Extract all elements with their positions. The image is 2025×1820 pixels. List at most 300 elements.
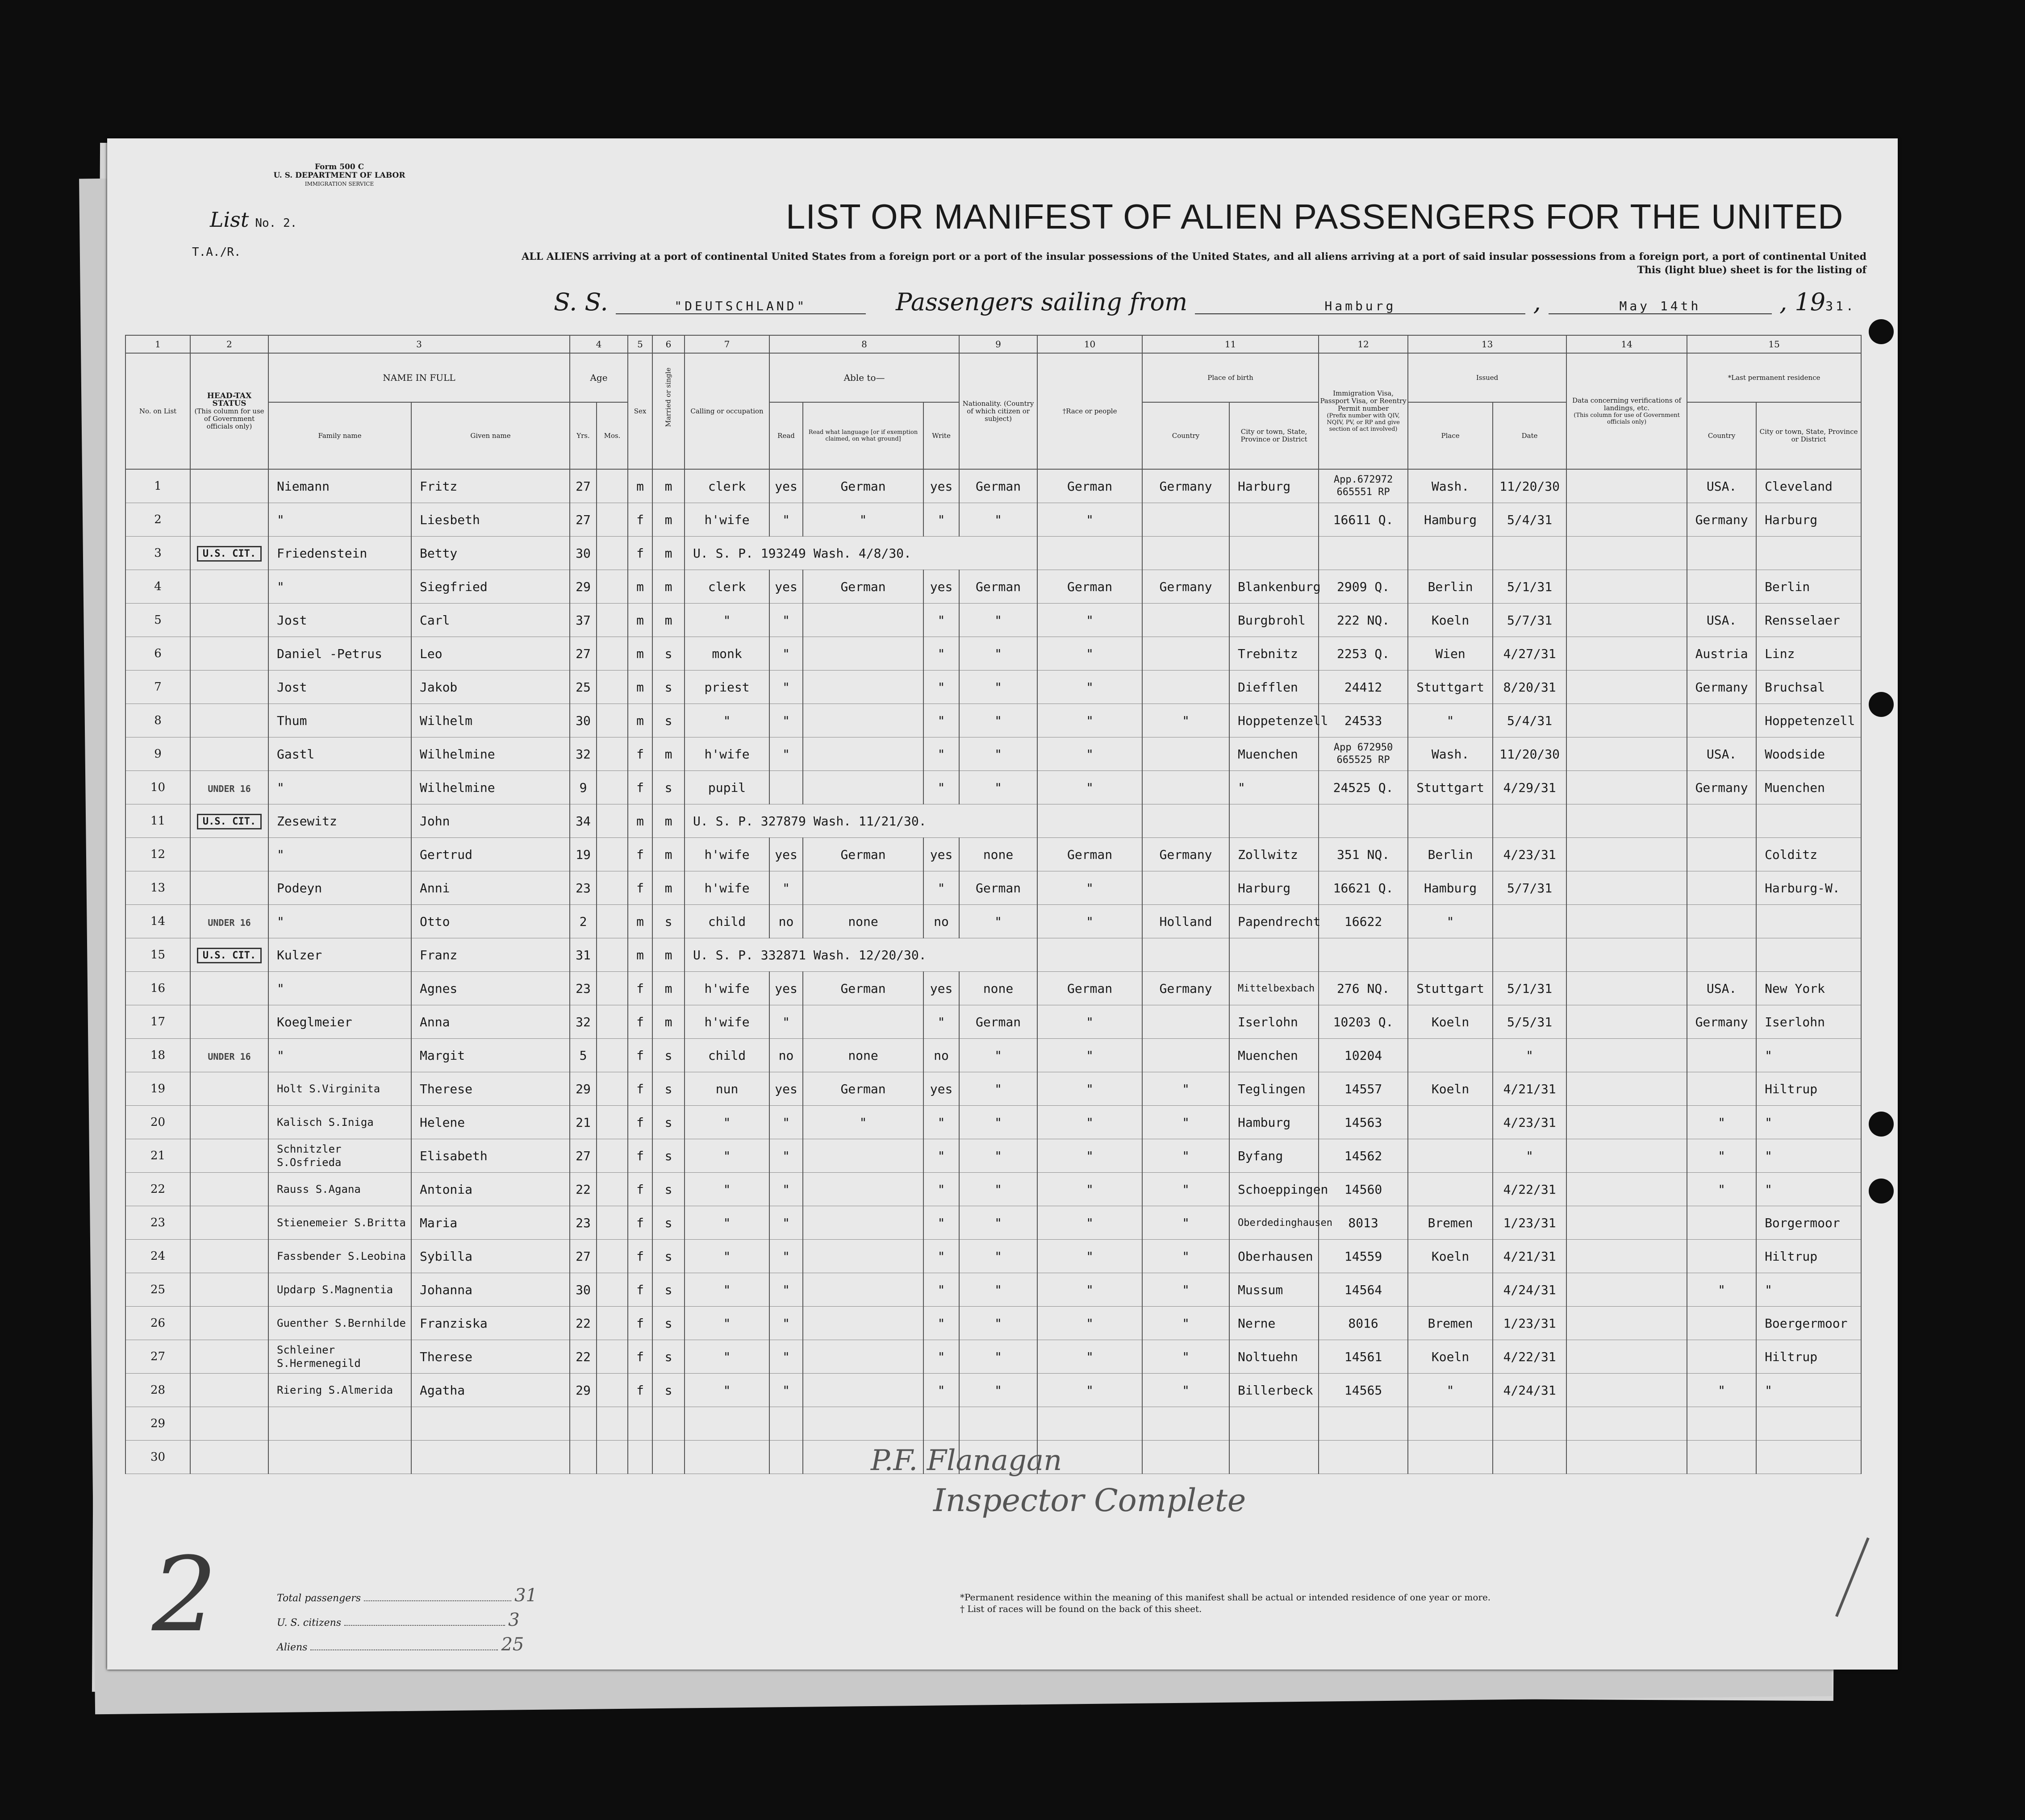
age-years: 25 <box>570 671 597 704</box>
can-write: " <box>923 503 959 537</box>
birth-country: " <box>1142 1106 1229 1139</box>
landing-data <box>1566 503 1687 537</box>
nationality: German <box>959 1005 1037 1039</box>
family-name: " <box>268 838 411 871</box>
table-row <box>125 1072 1861 1106</box>
marital-status: s <box>652 1039 685 1072</box>
age-months <box>597 1072 628 1106</box>
family-name: Jost <box>268 604 411 637</box>
residence-city: " <box>1756 1273 1861 1307</box>
residence-country <box>1687 871 1756 905</box>
table-row <box>125 1005 1861 1039</box>
sex: m <box>628 570 652 604</box>
birth-city: Burgbrohl <box>1229 604 1319 637</box>
birth-country: Germany <box>1142 838 1229 871</box>
row-number: 21 <box>125 1139 190 1173</box>
header-family-name: Family name <box>268 402 411 469</box>
table-row <box>125 972 1861 1005</box>
head-tax-status <box>190 1407 268 1441</box>
marital-status: s <box>652 671 685 704</box>
residence-country <box>1687 1240 1756 1273</box>
read-language: " <box>803 1106 923 1139</box>
header-read: Read <box>769 402 803 469</box>
marital-status: m <box>652 1005 685 1039</box>
issued-date: 4/29/31 <box>1493 771 1566 804</box>
birth-city <box>1229 537 1319 570</box>
table-row <box>125 503 1861 537</box>
residence-city: Iserlohn <box>1756 1005 1861 1039</box>
head-tax-status <box>190 804 268 838</box>
head-tax-stamp: UNDER 16 <box>208 1051 251 1062</box>
race: " <box>1037 871 1142 905</box>
can-write: " <box>923 1307 959 1340</box>
given-name: Liesbeth <box>411 503 570 537</box>
marital-status <box>652 1441 685 1474</box>
can-read <box>769 1441 803 1474</box>
read-language <box>803 1240 923 1273</box>
birth-country <box>1142 537 1229 570</box>
nationality: " <box>959 671 1037 704</box>
nationality <box>959 1407 1037 1441</box>
residence-city: Muenchen <box>1756 771 1861 804</box>
issued-date: 5/4/31 <box>1493 503 1566 537</box>
age-months <box>597 972 628 1005</box>
issued-place: Wash. <box>1408 469 1493 503</box>
issued-date <box>1493 905 1566 938</box>
nationality: German <box>959 469 1037 503</box>
visa-number: 16611 Q. <box>1319 503 1408 537</box>
residence-country <box>1687 804 1756 838</box>
age-months <box>597 838 628 871</box>
family-name: " <box>268 503 411 537</box>
visa-number: 222 NQ. <box>1319 604 1408 637</box>
residence-country: " <box>1687 1374 1756 1407</box>
age-months <box>597 1340 628 1374</box>
family-name: Gastl <box>268 737 411 771</box>
issued-place: Hamburg <box>1408 503 1493 537</box>
visa-number <box>1319 938 1408 972</box>
birth-country: Germany <box>1142 972 1229 1005</box>
residence-city: Hiltrup <box>1756 1240 1861 1273</box>
col-num: 15 <box>1687 335 1861 353</box>
sex: m <box>628 804 652 838</box>
marital-status: m <box>652 570 685 604</box>
issued-place: Koeln <box>1408 1005 1493 1039</box>
age-years: 29 <box>570 570 597 604</box>
can-read: " <box>769 1206 803 1240</box>
residence-city: Hoppetenzell <box>1756 704 1861 737</box>
birth-city: Schoeppingen <box>1229 1173 1319 1206</box>
sex: m <box>628 704 652 737</box>
age-years <box>570 1441 597 1474</box>
inspector-note: Inspector Complete <box>933 1482 1246 1519</box>
header-no-on-list: No. on List <box>125 353 190 469</box>
ship-line: S. S. "DEUTSCHLAND" Passengers sailing from Hamburg , May 14th , 1931. <box>554 288 1856 316</box>
occupation: U. S. P. 332871 Wash. 12/20/30. <box>685 938 1037 972</box>
header-landings <box>1566 353 1687 469</box>
issued-date: 5/7/31 <box>1493 604 1566 637</box>
row-number: 28 <box>125 1374 190 1407</box>
col-num: 13 <box>1408 335 1566 353</box>
read-language: none <box>803 1039 923 1072</box>
race: " <box>1037 637 1142 671</box>
table-row <box>125 1206 1861 1240</box>
header-read-language: Read what language [or if exemption claimed, on what ground] <box>803 402 923 469</box>
marital-status: s <box>652 1307 685 1340</box>
head-tax-status <box>190 637 268 671</box>
can-write: " <box>923 1340 959 1374</box>
marital-status <box>652 1407 685 1441</box>
issued-date <box>1493 804 1566 838</box>
race: " <box>1037 604 1142 637</box>
form-identifier <box>259 163 420 188</box>
landing-data <box>1566 1441 1687 1474</box>
residence-country <box>1687 1407 1756 1441</box>
residence-city: Harburg <box>1756 503 1861 537</box>
landing-data <box>1566 704 1687 737</box>
issued-date <box>1493 938 1566 972</box>
race: " <box>1037 771 1142 804</box>
residence-country: USA. <box>1687 737 1756 771</box>
age-months <box>597 938 628 972</box>
issued-date: 5/1/31 <box>1493 972 1566 1005</box>
age-years: 27 <box>570 637 597 671</box>
row-number: 8 <box>125 704 190 737</box>
table-row <box>125 570 1861 604</box>
issued-place: Wash. <box>1408 737 1493 771</box>
occupation: h'wife <box>685 972 769 1005</box>
age-months <box>597 469 628 503</box>
read-language <box>803 771 923 804</box>
residence-city <box>1756 938 1861 972</box>
head-tax-status <box>190 537 268 570</box>
row-number: 6 <box>125 637 190 671</box>
passenger-rows <box>125 469 1861 1474</box>
age-months <box>597 570 628 604</box>
visa-number: 14560 <box>1319 1173 1408 1206</box>
residence-country: " <box>1687 1273 1756 1307</box>
can-write: yes <box>923 972 959 1005</box>
age-months <box>597 1374 628 1407</box>
occupation: " <box>685 1240 769 1273</box>
nationality: " <box>959 1206 1037 1240</box>
marital-status: m <box>652 737 685 771</box>
marital-status: s <box>652 1340 685 1374</box>
punch-hole <box>1869 1112 1894 1137</box>
visa-number: 24533 <box>1319 704 1408 737</box>
given-name <box>411 1407 570 1441</box>
read-language <box>803 604 923 637</box>
page-title: LIST OR MANIFEST OF ALIEN PASSENGERS FOR THE UNITED <box>786 197 1844 236</box>
col-num: 5 <box>628 335 652 353</box>
can-write: " <box>923 1106 959 1139</box>
total-passengers-label: Total passengers <box>277 1593 361 1604</box>
landing-data <box>1566 1240 1687 1273</box>
issued-date: 4/22/31 <box>1493 1173 1566 1206</box>
age-years: 27 <box>570 503 597 537</box>
age-months <box>597 671 628 704</box>
age-months <box>597 1206 628 1240</box>
table-row <box>125 737 1861 771</box>
residence-country <box>1687 905 1756 938</box>
given-name: John <box>411 804 570 838</box>
read-language <box>803 1340 923 1374</box>
race <box>1037 938 1142 972</box>
subtitle-line-2: This (light blue) sheet is for the listing of <box>1637 264 1866 276</box>
age-years: 22 <box>570 1340 597 1374</box>
visa-number: 10204 <box>1319 1039 1408 1072</box>
head-tax-status <box>190 1072 268 1106</box>
page-number-mark: 2 <box>152 1536 217 1655</box>
landing-data <box>1566 804 1687 838</box>
race: " <box>1037 1173 1142 1206</box>
issued-date: 5/4/31 <box>1493 704 1566 737</box>
list-number-value: No. 2. <box>255 217 297 230</box>
residence-country: Germany <box>1687 771 1756 804</box>
table-row <box>125 871 1861 905</box>
table-row <box>125 804 1861 838</box>
issued-place: " <box>1408 905 1493 938</box>
race: " <box>1037 1273 1142 1307</box>
row-number: 14 <box>125 905 190 938</box>
age-years: 9 <box>570 771 597 804</box>
issued-place: Wien <box>1408 637 1493 671</box>
marital-status: s <box>652 704 685 737</box>
head-tax-status <box>190 604 268 637</box>
read-language: " <box>803 503 923 537</box>
given-name: Fritz <box>411 469 570 503</box>
table-row <box>125 704 1861 737</box>
family-name: Niemann <box>268 469 411 503</box>
can-read: " <box>769 1173 803 1206</box>
given-name: Therese <box>411 1072 570 1106</box>
issued-date: " <box>1493 1139 1566 1173</box>
age-months <box>597 804 628 838</box>
head-tax-status <box>190 1039 268 1072</box>
age-years: 2 <box>570 905 597 938</box>
header-residence-country: Country <box>1687 402 1756 469</box>
family-name: " <box>268 905 411 938</box>
issued-place: Hamburg <box>1408 871 1493 905</box>
occupation: h'wife <box>685 871 769 905</box>
residence-country <box>1687 938 1756 972</box>
sex: f <box>628 1374 652 1407</box>
race: " <box>1037 1206 1142 1240</box>
can-write: " <box>923 1173 959 1206</box>
family-name <box>268 1407 411 1441</box>
head-tax-status <box>190 1273 268 1307</box>
issued-place: Berlin <box>1408 570 1493 604</box>
age-years: 22 <box>570 1307 597 1340</box>
birth-country: " <box>1142 1240 1229 1273</box>
occupation: clerk <box>685 570 769 604</box>
issued-date: 8/20/31 <box>1493 671 1566 704</box>
occupation: " <box>685 1173 769 1206</box>
issued-place <box>1408 1441 1493 1474</box>
birth-city: Muenchen <box>1229 737 1319 771</box>
residence-country: " <box>1687 1173 1756 1206</box>
birth-city: Oberhausen <box>1229 1240 1319 1273</box>
birth-city <box>1229 804 1319 838</box>
occupation <box>685 1441 769 1474</box>
given-name: Margit <box>411 1039 570 1072</box>
landing-data <box>1566 1106 1687 1139</box>
can-read: " <box>769 604 803 637</box>
visa-number: 8016 <box>1319 1307 1408 1340</box>
birth-country: " <box>1142 1139 1229 1173</box>
head-tax-status <box>190 503 268 537</box>
head-tax-status <box>190 1441 268 1474</box>
can-read: " <box>769 1374 803 1407</box>
marital-status: m <box>652 537 685 570</box>
can-read: " <box>769 503 803 537</box>
occupation: " <box>685 1106 769 1139</box>
table-row <box>125 1407 1861 1441</box>
issued-date: " <box>1493 1039 1566 1072</box>
birth-city: Billerbeck <box>1229 1374 1319 1407</box>
can-write: " <box>923 771 959 804</box>
can-read: " <box>769 871 803 905</box>
age-years: 37 <box>570 604 597 637</box>
residence-country <box>1687 1441 1756 1474</box>
can-read <box>769 771 803 804</box>
landing-data <box>1566 1273 1687 1307</box>
col-num: 11 <box>1142 335 1319 353</box>
given-name: Carl <box>411 604 570 637</box>
can-write: " <box>923 1240 959 1273</box>
issued-date: 11/20/30 <box>1493 737 1566 771</box>
can-read: yes <box>769 469 803 503</box>
family-name: Kulzer <box>268 938 411 972</box>
col-num: 9 <box>959 335 1037 353</box>
age-years: 23 <box>570 972 597 1005</box>
age-months <box>597 871 628 905</box>
us-citizens-mark: 3 <box>508 1610 520 1630</box>
birth-city: Nerne <box>1229 1307 1319 1340</box>
read-language: none <box>803 905 923 938</box>
can-write: " <box>923 1273 959 1307</box>
given-name <box>411 1441 570 1474</box>
family-name: Koeglmeier <box>268 1005 411 1039</box>
totals-block <box>277 1585 537 1658</box>
can-write <box>923 1407 959 1441</box>
sailing-label: Passengers sailing from <box>895 288 1188 316</box>
family-name: Podeyn <box>268 871 411 905</box>
family-name: Friedenstein <box>268 537 411 570</box>
race: " <box>1037 1106 1142 1139</box>
family-name <box>268 1441 411 1474</box>
sex: f <box>628 503 652 537</box>
visa-number: 10203 Q. <box>1319 1005 1408 1039</box>
can-write: " <box>923 1374 959 1407</box>
birth-country: " <box>1142 704 1229 737</box>
family-name: Riering S.Almerida <box>268 1374 411 1407</box>
given-name: Helene <box>411 1106 570 1139</box>
given-name: Siegfried <box>411 570 570 604</box>
issued-date: 4/23/31 <box>1493 838 1566 871</box>
issued-place <box>1408 1139 1493 1173</box>
ss-label: S. S. <box>554 288 608 316</box>
row-number: 25 <box>125 1273 190 1307</box>
issued-place: Stuttgart <box>1408 972 1493 1005</box>
birth-city: Harburg <box>1229 469 1319 503</box>
read-language <box>803 737 923 771</box>
issued-place: " <box>1408 1374 1493 1407</box>
birth-city: Teglingen <box>1229 1072 1319 1106</box>
residence-city: Woodside <box>1756 737 1861 771</box>
header-issued: Issued <box>1408 353 1566 402</box>
family-name: Jost <box>268 671 411 704</box>
birth-country: Germany <box>1142 469 1229 503</box>
birth-country: " <box>1142 1173 1229 1206</box>
occupation: clerk <box>685 469 769 503</box>
landing-data <box>1566 938 1687 972</box>
tar-label: T.A./R. <box>192 246 241 259</box>
occupation: h'wife <box>685 838 769 871</box>
residence-city: Borgermoor <box>1756 1206 1861 1240</box>
sex: m <box>628 671 652 704</box>
residence-country: USA. <box>1687 604 1756 637</box>
birth-city <box>1229 1407 1319 1441</box>
marital-status: s <box>652 1206 685 1240</box>
birth-country <box>1142 604 1229 637</box>
row-number: 13 <box>125 871 190 905</box>
table-row <box>125 938 1861 972</box>
birth-country <box>1142 737 1229 771</box>
visa-number: 14565 <box>1319 1374 1408 1407</box>
can-write: " <box>923 1206 959 1240</box>
issued-date: 4/23/31 <box>1493 1106 1566 1139</box>
birth-country <box>1142 1441 1229 1474</box>
visa-number: 8013 <box>1319 1206 1408 1240</box>
header-place-of-birth: Place of birth <box>1142 353 1319 402</box>
col-num: 4 <box>570 335 628 353</box>
visa-note: (Prefix number with QIV, NQIV, PV, or RP and give section of act involved) <box>1327 412 1400 433</box>
age-years: 22 <box>570 1173 597 1206</box>
read-language <box>803 1374 923 1407</box>
head-tax-status <box>190 1139 268 1173</box>
page-subtitle <box>455 250 1866 277</box>
residence-country: Germany <box>1687 1005 1756 1039</box>
age-months <box>597 1106 628 1139</box>
residence-city: " <box>1756 1039 1861 1072</box>
birth-country: " <box>1142 1273 1229 1307</box>
head-tax-status <box>190 972 268 1005</box>
table-row <box>125 838 1861 871</box>
row-number: 16 <box>125 972 190 1005</box>
row-number: 19 <box>125 1072 190 1106</box>
col-num: 2 <box>190 335 268 353</box>
manifest-sheet <box>107 138 1898 1670</box>
nationality: German <box>959 871 1037 905</box>
occupation: h'wife <box>685 503 769 537</box>
sex: f <box>628 1240 652 1273</box>
marital-status: s <box>652 1173 685 1206</box>
family-name: Fassbender S.Leobina <box>268 1240 411 1273</box>
issued-date: 1/23/31 <box>1493 1206 1566 1240</box>
row-number: 29 <box>125 1407 190 1441</box>
occupation: child <box>685 905 769 938</box>
residence-city: " <box>1756 1106 1861 1139</box>
visa-number <box>1319 1407 1408 1441</box>
sex: m <box>628 637 652 671</box>
can-read: yes <box>769 972 803 1005</box>
table-row <box>125 771 1861 804</box>
can-write: " <box>923 1005 959 1039</box>
issued-date: 5/5/31 <box>1493 1005 1566 1039</box>
given-name: Johanna <box>411 1273 570 1307</box>
birth-city <box>1229 503 1319 537</box>
